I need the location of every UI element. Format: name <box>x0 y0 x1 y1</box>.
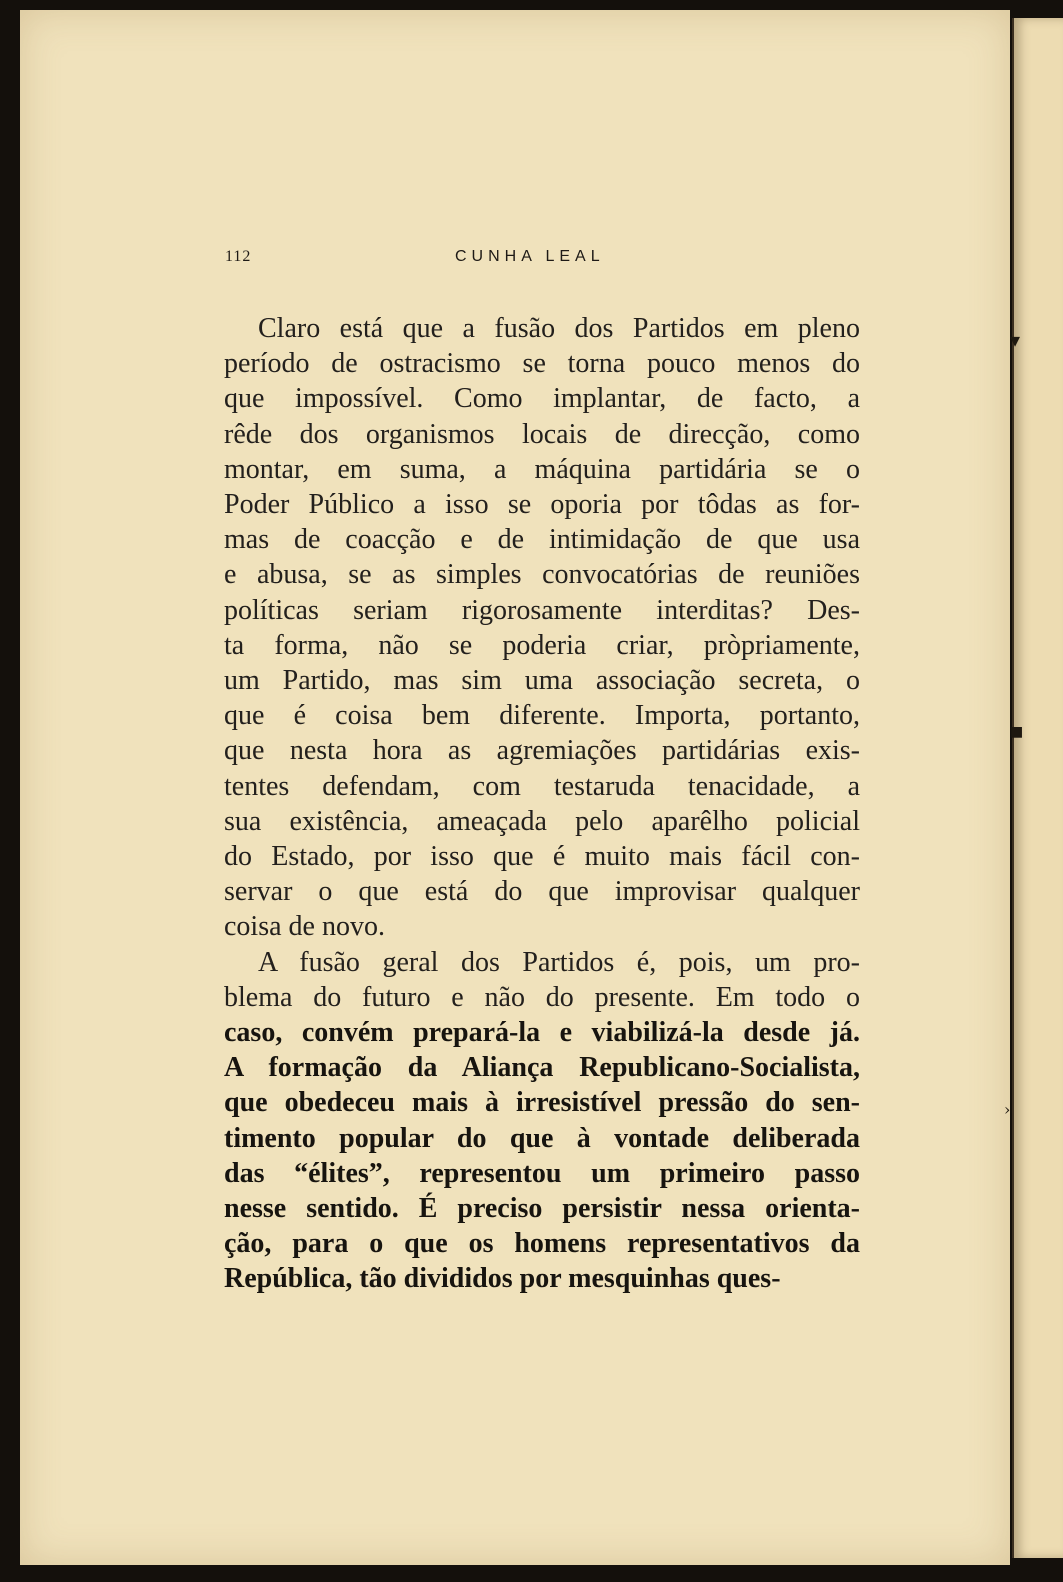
text-line: que impossível. Como implantar, de facto, a <box>224 383 860 415</box>
text-line: período de ostracismo se torna pouco menos do <box>224 348 860 380</box>
text-line: montar, em suma, a máquina partidária se o <box>224 453 860 485</box>
text-line: Claro está que a fusão dos Partidos em pleno <box>258 313 860 344</box>
text-line: sua existência, ameaçada pelo aparêlho policial <box>224 805 860 837</box>
paragraph <box>224 311 860 945</box>
text-line: A fusão geral dos Partidos é, pois, um pro- <box>258 946 860 978</box>
margin-mark-1: ▾ <box>1010 328 1021 352</box>
body-text <box>224 311 860 1297</box>
text-line: caso, convém prepará-la e viabilizá-la desde já. <box>224 1017 860 1049</box>
margin-mark-3: › <box>1004 1100 1011 1119</box>
page-number: 112 <box>225 248 252 265</box>
text-line: A formação da Aliança Republicano-Socialista, <box>224 1052 860 1084</box>
text-line: que obedeceu mais à irresistível pressão do sen- <box>224 1087 860 1119</box>
text-line: timento popular do que à vontade deliberada <box>224 1122 860 1154</box>
text-line: ção, para o que os homens representativos da <box>224 1228 860 1260</box>
text-line: um Partido, mas sim uma associação secreta, o <box>224 665 860 697</box>
margin-mark-2: ■ <box>1010 724 1024 740</box>
text-line: nesse sentido. É preciso persistir nessa orienta- <box>224 1193 860 1225</box>
text-line: coisa de novo. <box>224 911 385 943</box>
text-line: que é coisa bem diferente. Importa, portanto, <box>224 700 860 732</box>
running-head: CUNHA LEAL <box>455 248 605 265</box>
text-line: e abusa, se as simples convocatórias de reuniões <box>224 559 860 591</box>
text-line: servar o que está do que improvisar qualquer <box>224 876 860 908</box>
text-line: tentes defendam, com testaruda tenacidade, a <box>224 770 860 802</box>
paragraph <box>224 1015 860 1297</box>
text-line: mas de coacção e de intimidação de que usa <box>224 524 860 556</box>
paragraph <box>224 945 860 1015</box>
text-line: das “élites”, representou um primeiro passo <box>224 1157 860 1189</box>
text-line: rêde dos organismos locais de direcção, como <box>224 418 860 450</box>
text-line: República, tão divididos por mesquinhas ques- <box>224 1263 781 1295</box>
text-line: Poder Público a isso se oporia por tôdas as for- <box>224 489 860 521</box>
adjacent-page-edge <box>1012 18 1063 1558</box>
text-line: blema do futuro e não do presente. Em todo o <box>224 981 860 1013</box>
text-line: ta forma, não se poderia criar, pròpriamente, <box>224 629 860 661</box>
text-line: políticas seriam rigorosamente interditas? Des- <box>224 594 860 626</box>
text-line: do Estado, por isso que é muito mais fácil con- <box>224 841 860 873</box>
page-header <box>225 248 865 274</box>
text-line: que nesta hora as agremiações partidárias exis- <box>224 735 860 767</box>
